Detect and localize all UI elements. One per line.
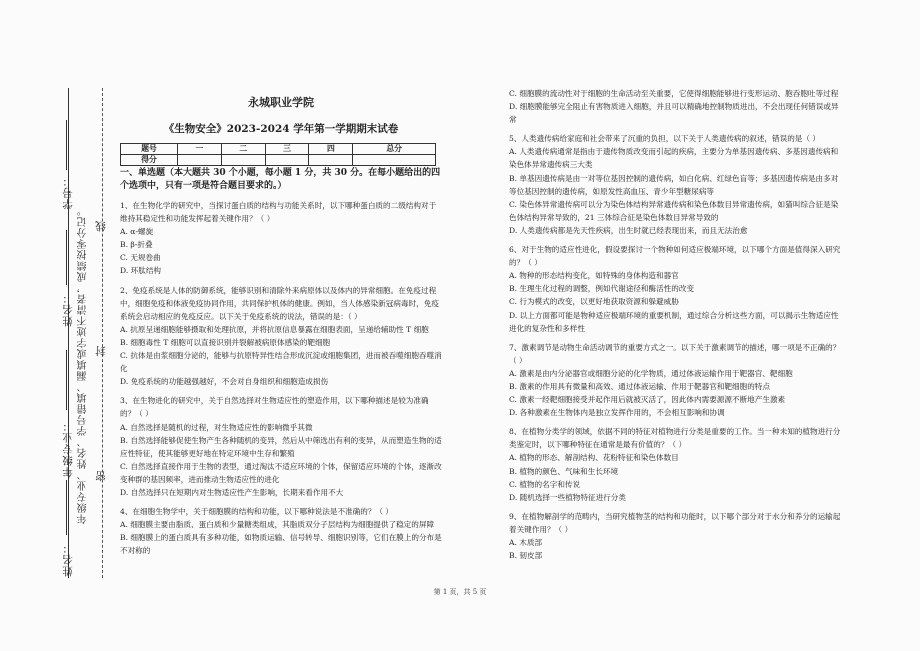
feng-word: 封: [95, 345, 107, 357]
question-stem: 4、在细胞生物学中，关于细胞膜的结构和功能，以下哪种说法是不准确的？（ ）: [120, 507, 394, 517]
question-item: [509, 425, 841, 504]
zhuanye-label: 姓名：: [62, 542, 74, 577]
score-cell: 四: [309, 144, 353, 155]
score-cell: 三: [265, 144, 309, 155]
score-input-cell[interactable]: [221, 155, 265, 166]
question-item: [509, 341, 841, 420]
answer-option: A. 自然选择是随机的过程，对生物适应性的影响微乎其微: [120, 422, 313, 432]
nianji-label: 年级专业：: [62, 420, 74, 478]
answer-option: B. 细胞毒性 T 细胞可以直接识别并裂解被病原体感染的靶细胞: [120, 337, 331, 347]
answer-option: B. 植物的颜色、气味和生长环境: [509, 466, 619, 476]
score-input-cell[interactable]: [309, 155, 353, 166]
answer-option: A. 人类遗传病通常是指由于遗传物质改变而引起的疾病，主要分为单基因遗传病、多基因遗传病和染色体异常遗传病三大类: [509, 147, 839, 170]
mi-word: 密: [95, 470, 107, 482]
section-heading: 一、单选题（本大题共 30 个小题，每小题 1 分，共 30 分。在每小题给出的四个选项中，只有一项是符合题目要求的。）: [120, 168, 441, 191]
question-item: [509, 87, 841, 126]
answer-option: B. 生理生化过程的调整，例如代谢途径和酶活性的改变: [509, 284, 695, 294]
question-item: [509, 132, 841, 237]
binding-outer-line: [68, 88, 69, 578]
answer-option: A. 细胞膜主要由脂质、蛋白质和少量糖类组成，其脂质双分子层结构为细胞提供了稳定的屏障: [120, 520, 435, 530]
score-input-cell[interactable]: [353, 155, 436, 166]
question-stem: 1、在生物化学的研究中，当探讨蛋白质的结构与功能关系时，以下哪种蛋白质的二级结构对于维持其稳定性和功能发挥起着关键作用？（ ）: [120, 201, 437, 224]
answer-option: C. 染色体异常遗传病可以分为染色体结构异常遗传病和染色体数目异常遗传病，如猫叫综合征是染色体结构异常导致的，21 三体综合征是染色体数目异常导致的: [509, 199, 839, 222]
binding-instruction: 年级专业、姓名、学号错填、漏填或字迹不清者，成绩按零分记。: [78, 205, 89, 524]
answer-option: C. 无规卷曲: [120, 253, 161, 263]
score-cell: 题号: [121, 144, 178, 155]
answer-option: D. 人类遗传病都是先天性疾病，出生时就已经表现出来，而且无法治愈: [509, 225, 748, 235]
score-cell: 二: [221, 144, 265, 155]
answer-option: C. 植物的名字和传说: [509, 479, 581, 489]
answer-option: C. 抗体是由浆细胞分泌的，能够与抗原特异性结合形成沉淀或细胞集团，进而被吞噬细胞吞噬消化: [120, 351, 442, 374]
xuehao-line: [66, 120, 67, 170]
question-item: [120, 199, 442, 278]
xian-word: 线: [95, 220, 107, 232]
right-column: [509, 87, 841, 562]
xingming-label: 姓名：: [62, 292, 74, 327]
score-input-cell[interactable]: [265, 155, 309, 166]
answer-option: A. 激素是由内分泌器官或细胞分泌的化学物质，通过体液运输作用于靶器官、靶细胞: [509, 368, 793, 378]
question-stem: 8、在植物分类学的领域，依据不同的特征对植物进行分类是重要的工作。当一种未知的植物进行分类鉴定时，以下哪种特征在通常是最有价值的？（ ）: [509, 427, 841, 450]
question-stem: 9、在植物解剖学的范畴内，当研究植物茎的结构和功能时，以下哪个部分对于水分和养分的运输起着关键作用？（ ）: [509, 511, 841, 534]
page-footer: 第 1 页，共 5 页: [433, 588, 487, 596]
left-column: [120, 90, 442, 557]
answer-option: A. α-螺旋: [120, 227, 154, 237]
answer-option: D. 细胞膜能够完全阻止有害物质进入细胞，并且可以精确地控制物质进出，不会出现任何错误或异常: [509, 102, 839, 125]
answer-option: B. 细胞膜上的蛋白质具有多种功能，如物质运输、信号转导、细胞识别等，它们在膜上的分布是不对称的: [120, 533, 442, 556]
binding-strip: [0, 0, 112, 651]
answer-option: B. 单基因遗传病是由一对等位基因控制的遗传病，如白化病、红绿色盲等；多基因遗传病是由多对等位基因控制的遗传病，如原发性高血压、青少年型糖尿病等: [509, 173, 839, 196]
answer-option: B. 自然选择能够促使生物产生各种随机的变异，然后从中筛选出有利的变异，从而塑造生物的适应性特征，使其能够更好地在特定环境中生存和繁殖: [120, 435, 442, 458]
answer-option: B. 激素的作用具有微量和高效、通过体液运输、作用于靶器官和靶细胞的特点: [509, 381, 770, 391]
answer-option: C. 细胞膜的流动性对于细胞的生命活动至关重要，它使得细胞能够进行变形运动、胞吞胞吐等过程: [509, 89, 839, 98]
score-table-score-row: [121, 155, 436, 166]
answer-option: B. β-折叠: [120, 240, 153, 250]
zhuanye-line: [66, 480, 67, 535]
answer-option: D. 环肽结构: [120, 266, 162, 276]
answer-option: A. 木质部: [509, 538, 543, 547]
right-question-list: [509, 87, 841, 562]
question-item: [509, 243, 841, 335]
question-stem: 2、免疫系统是人体的防御系统，能够识别和清除外来病原体以及体内的异常细胞。在免疫过程中，细胞免疫和体液免疫协同作用，共同保护机体的健康。例如，当人体感染新冠病毒时，免疫系统会启动相应的免疫反应。以下关于免疫系统的说法，错误的是：（ ）: [120, 285, 439, 321]
score-input-cell[interactable]: [178, 155, 222, 166]
answer-option: A. 抗原呈递细胞能够摄取和处理抗原，并将抗原信息暴露在细胞表面，呈递给辅助性 T 细胞: [120, 324, 429, 334]
score-table: [120, 143, 436, 166]
nianji-line: [66, 350, 67, 410]
question-stem: 6、对于生物的适应性进化，假设要探讨一个物种如何适应极端环境，以下哪个方面是值得深入研究的？（ ）: [509, 245, 841, 268]
answer-option: C. 行为模式的改变，以更好地获取资源和躲避威胁: [509, 297, 679, 307]
school-name: 永城职业学院: [248, 96, 314, 109]
question-item: [120, 394, 442, 499]
xuehao-label: 学号：: [62, 175, 74, 210]
score-cell: 得分: [121, 155, 178, 166]
answer-option: D. 随机选择一些植物特征进行分类: [509, 492, 626, 502]
question-item: [509, 510, 841, 562]
answer-option: B. 韧皮部: [509, 551, 543, 561]
left-question-list: [120, 199, 442, 557]
question-item: [120, 284, 442, 389]
question-stem: 3、在生物进化的研究中，关于自然选择对生物适应性的塑造作用，以下哪种描述是较为准确的？（ ）: [120, 396, 429, 419]
answer-option: C. 自然选择直接作用于生物的表型，通过淘汰不适应环境的个体，保留适应环境的个体，逐渐改变种群的基因频率，进而推动生物适应性的进化: [120, 461, 442, 484]
score-cell: 总分: [353, 144, 436, 155]
answer-option: A. 物种的形态结构变化，如特殊的身体构造和器官: [509, 271, 679, 281]
question-stem: 5、人类遗传病给家庭和社会带来了沉重的负担，以下关于人类遗传病的叙述，错误的是（ ）: [509, 134, 820, 144]
score-table-header-row: [121, 144, 436, 155]
question-item: [120, 505, 442, 557]
answer-option: D. 各种激素在生物体内是独立发挥作用的，不会相互影响和协调: [509, 408, 725, 418]
question-stem: 7、激素调节是动物生命活动调节的重要方式之一。以下关于激素调节的描述，哪一项是不正确的？（ ）: [509, 342, 841, 365]
xingming-line: [66, 230, 67, 285]
answer-option: A. 植物的形态、解剖结构、花粉特征和染色体数目: [509, 453, 679, 463]
answer-option: D. 自然选择只在短期内对生物适应性产生影响，长期来看作用不大: [120, 487, 344, 497]
binding-cut-line: [102, 88, 103, 578]
exam-title: 《生物安全》2023-2024 学年第一学期期末试卷: [163, 123, 399, 135]
answer-option: D. 免疫系统的功能越强越好，不会对自身组织和细胞造成损伤: [120, 377, 329, 387]
answer-option: D. 以上方面都可能是物种适应极端环境的重要机制，通过综合分析这些方面，可以揭示生物适应性进化的复杂性和多样性: [509, 310, 839, 333]
answer-option: C. 激素一经靶细胞接受并起作用后就被灭活了，因此体内需要源源不断地产生激素: [509, 395, 786, 405]
score-cell: 一: [178, 144, 222, 155]
